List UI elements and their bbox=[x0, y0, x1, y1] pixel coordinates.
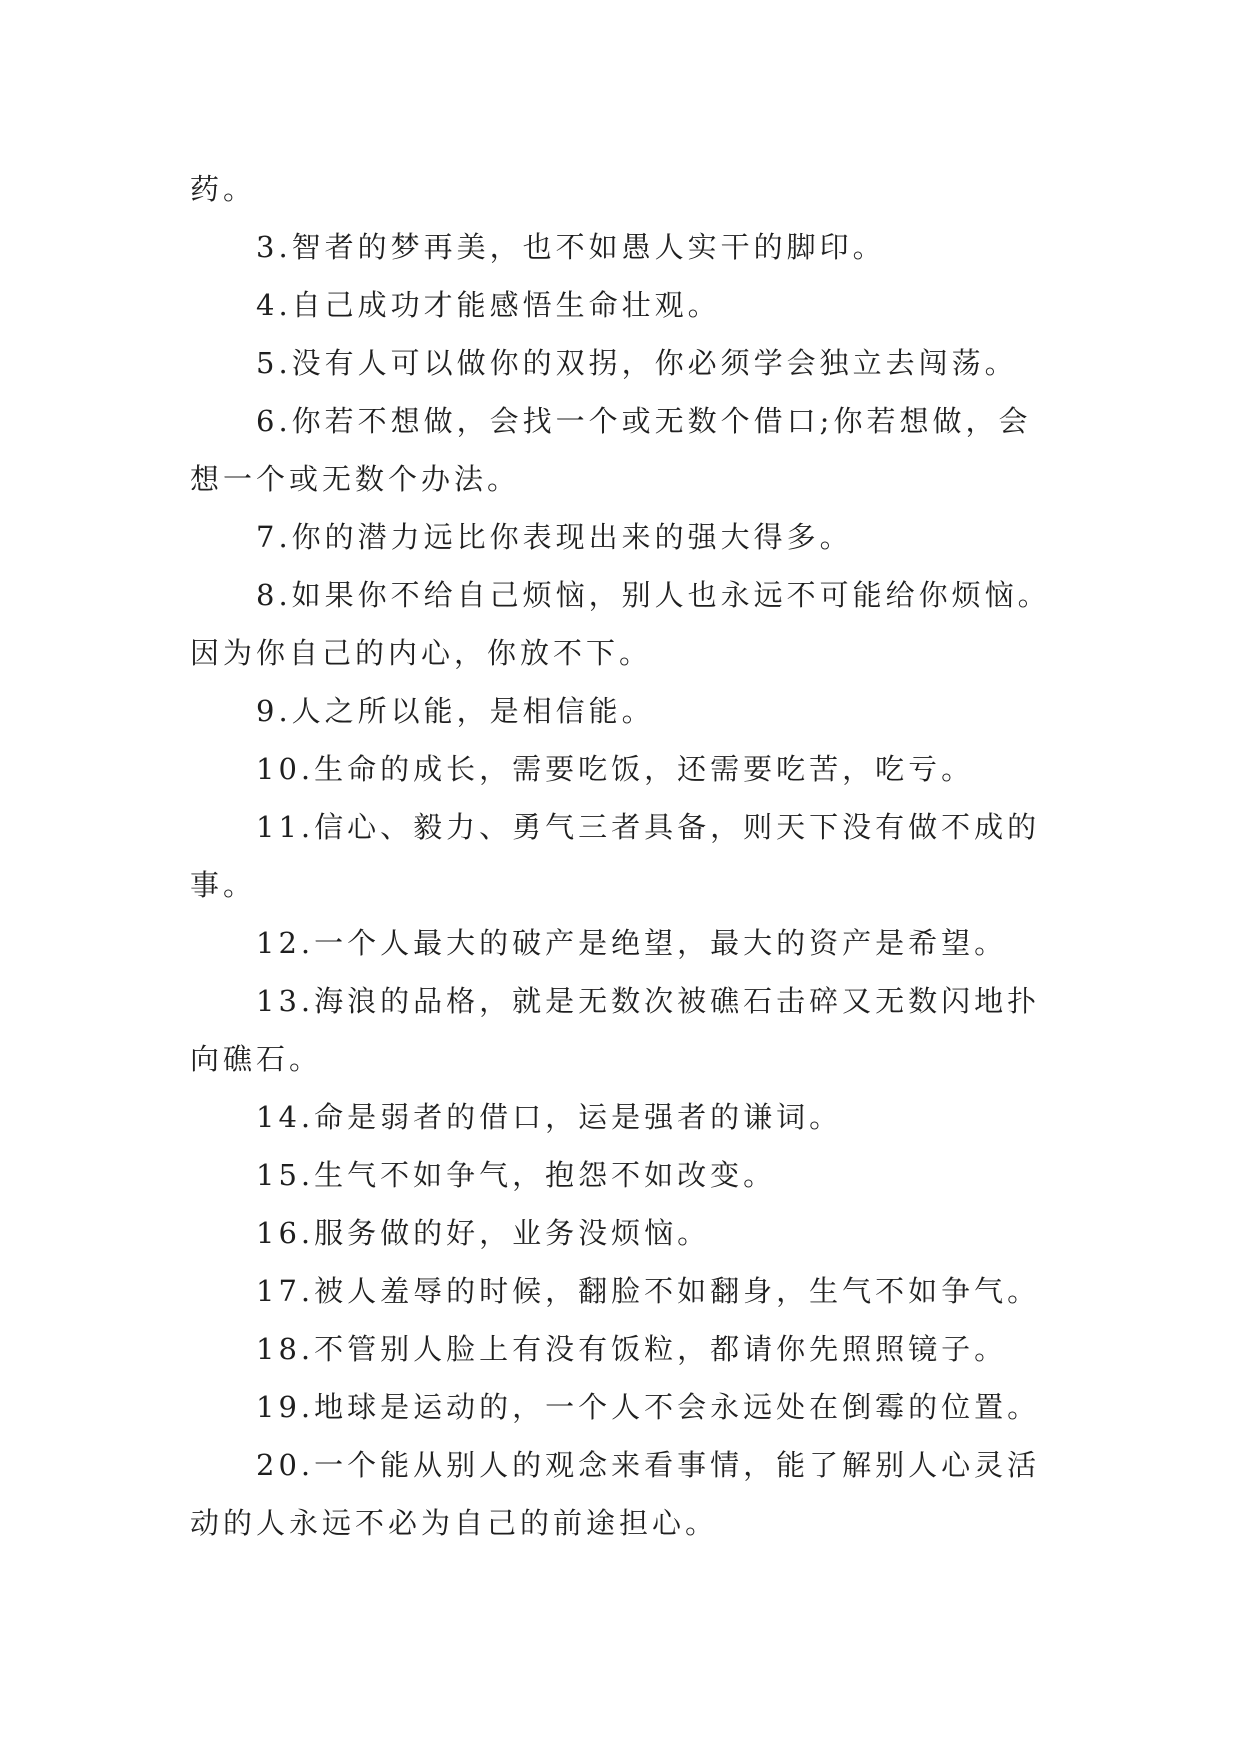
text-line: 15.生气不如争气，抱怨不如改变。 bbox=[256, 1158, 777, 1192]
text-line: 13.海浪的品格，就是无数次被礁石击碎又无数闪地扑 bbox=[256, 984, 1041, 1018]
text-line: 向礁石。 bbox=[190, 1042, 323, 1076]
text-line: 动的人永远不必为自己的前途担心。 bbox=[190, 1506, 719, 1540]
document-body bbox=[190, 160, 1070, 1552]
text-line: 20.一个能从别人的观念来看事情，能了解别人心灵活 bbox=[256, 1448, 1041, 1482]
text-line: 5.没有人可以做你的双拐，你必须学会独立去闯荡。 bbox=[256, 346, 1018, 380]
text-line: 10.生命的成长，需要吃饭，还需要吃苦，吃亏。 bbox=[256, 752, 975, 786]
text-line: 16.服务做的好，业务没烦恼。 bbox=[256, 1216, 711, 1250]
text-line: 19.地球是运动的，一个人不会永远处在倒霉的位置。 bbox=[256, 1390, 1041, 1424]
text-line: 3.智者的梦再美，也不如愚人实干的脚印。 bbox=[256, 230, 886, 264]
text-line: 事。 bbox=[190, 868, 257, 902]
text-line: 9.人之所以能，是相信能。 bbox=[256, 694, 655, 728]
text-line: 6.你若不想做，会找一个或无数个借口;你若想做，会 bbox=[256, 404, 1032, 438]
text-line: 8.如果你不给自己烦恼，别人也永远不可能给你烦恼。 bbox=[256, 578, 1051, 612]
text-line: 12.一个人最大的破产是绝望，最大的资产是希望。 bbox=[256, 926, 1008, 960]
text-line: 药。 bbox=[190, 172, 257, 206]
text-line: 18.不管别人脸上有没有饭粒，都请你先照照镜子。 bbox=[256, 1332, 1008, 1366]
text-line: 14.命是弱者的借口，运是强者的谦词。 bbox=[256, 1100, 843, 1134]
text-line: 4.自己成功才能感悟生命壮观。 bbox=[256, 288, 721, 322]
text-line: 11.信心、毅力、勇气三者具备，则天下没有做不成的 bbox=[256, 810, 1041, 844]
text-line: 想一个或无数个办法。 bbox=[190, 462, 521, 496]
text-line: 因为你自己的内心，你放不下。 bbox=[190, 636, 653, 670]
text-line: 7.你的潜力远比你表现出来的强大得多。 bbox=[256, 520, 853, 554]
text-line: 17.被人羞辱的时候，翻脸不如翻身，生气不如争气。 bbox=[256, 1274, 1041, 1308]
